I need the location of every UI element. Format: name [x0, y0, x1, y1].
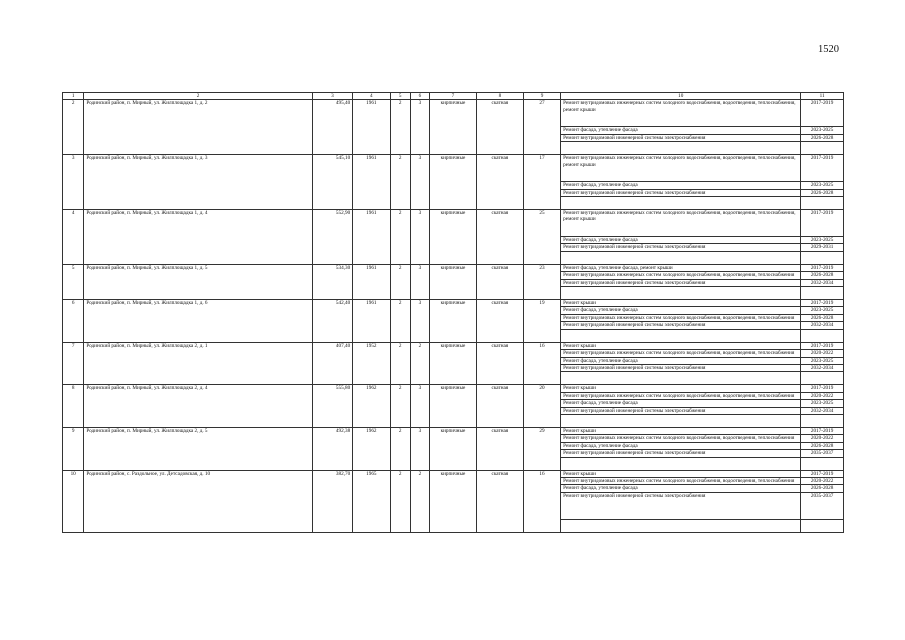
- work-period-cell: 2017-2019: [801, 427, 844, 434]
- column-number: 6: [410, 93, 429, 100]
- work-type-cell: Ремонт внутридомовой инженерной системы электроснабжения: [561, 364, 801, 371]
- work-type-cell: Ремонт внутридомовых инженерных систем холодного водоснабжения, водоотведения, теплоснабжения: [561, 477, 801, 484]
- work-period-cell: 2032-2034: [801, 322, 844, 329]
- work-type-cell: Ремонт фасада, утепление фасада: [561, 357, 801, 364]
- floors-cell: 2: [390, 100, 410, 155]
- work-period-cell: 2017-2019: [801, 342, 844, 349]
- work-type-cell: Ремонт внутридомовой инженерной системы электроснабжения: [561, 189, 801, 196]
- address-cell: Родинский район, п. Мирный, ул. Жилплощадка 1, д. 2: [84, 100, 312, 155]
- year-cell: 1961: [353, 300, 390, 343]
- work-type-cell: Ремонт крыши: [561, 427, 801, 434]
- year-cell: 1965: [353, 470, 390, 532]
- work-type-cell: Ремонт внутридомовой инженерной системы электроснабжения: [561, 134, 801, 141]
- floors-cell: 2: [390, 470, 410, 532]
- address-cell: Родинский район, п. Мирный, ул. Жилплощадка 2, д. 4: [84, 385, 312, 428]
- area-cell: 542,40: [312, 300, 353, 343]
- spacer-cell: [801, 197, 844, 210]
- spacer-cell: [801, 251, 844, 264]
- residents-cell: 29: [523, 427, 560, 470]
- spacer-cell: [801, 414, 844, 427]
- floors-cell: 2: [390, 210, 410, 265]
- spacer-cell: [561, 142, 801, 155]
- work-period-cell: 2032-2034: [801, 407, 844, 414]
- column-number: 5: [390, 93, 410, 100]
- work-period-cell: 2029-2031: [801, 244, 844, 251]
- residents-cell: 23: [523, 264, 560, 299]
- work-type-cell: Ремонт внутридомовой инженерной системы электроснабжения: [561, 279, 801, 286]
- area-cell: 495,40: [312, 100, 353, 155]
- table-row: [63, 300, 844, 307]
- spacer-cell: [801, 142, 844, 155]
- work-type-cell: Ремонт внутридомовой инженерной системы электроснабжения: [561, 322, 801, 329]
- column-number: 4: [353, 93, 390, 100]
- address-cell: Родинский район, п. Мирный, ул. Жилплощадка 1, д. 3: [84, 155, 312, 210]
- work-type-cell: Ремонт фасада, утепление фасада: [561, 182, 801, 189]
- spacer-cell: [561, 414, 801, 427]
- table-row: [63, 470, 844, 477]
- column-number: 7: [429, 93, 476, 100]
- year-cell: 1952: [353, 342, 390, 385]
- roof-type-cell: скатная: [476, 210, 523, 265]
- entrances-cell: 3: [410, 264, 429, 299]
- work-period-cell: 2026-2028: [801, 272, 844, 279]
- column-number: 8: [476, 93, 523, 100]
- wall-material-cell: кирпичные: [429, 470, 476, 532]
- work-type-cell: Ремонт внутридомовых инженерных систем холодного водоснабжения, водоотведения, теплоснабжения, ремонт крыши: [561, 155, 801, 182]
- work-period-cell: 2023-2025: [801, 237, 844, 244]
- row-number: 4: [63, 210, 84, 265]
- row-number: 10: [63, 470, 84, 532]
- year-cell: 1961: [353, 264, 390, 299]
- roof-type-cell: скатная: [476, 470, 523, 532]
- table-row: [63, 264, 844, 271]
- wall-material-cell: кирпичные: [429, 264, 476, 299]
- spacer-cell: [561, 197, 801, 210]
- spacer-cell: [561, 251, 801, 264]
- work-type-cell: Ремонт фасада, утепление фасада: [561, 127, 801, 134]
- area-cell: 555,80: [312, 385, 353, 428]
- wall-material-cell: кирпичные: [429, 427, 476, 470]
- housing-repair-table: [62, 92, 844, 533]
- entrances-cell: 3: [410, 385, 429, 428]
- work-type-cell: Ремонт крыши: [561, 470, 801, 477]
- address-cell: Родинский район, п. Мирный, ул. Жилплощадка 1, д. 6: [84, 300, 312, 343]
- work-type-cell: Ремонт внутридомовых инженерных систем холодного водоснабжения, водоотведения, теплоснабжения: [561, 314, 801, 321]
- work-type-cell: Ремонт фасада, утепление фасада: [561, 442, 801, 449]
- spacer-cell: [801, 457, 844, 470]
- work-period-cell: 2017-2019: [801, 155, 844, 182]
- floors-cell: 2: [390, 342, 410, 385]
- row-number: 9: [63, 427, 84, 470]
- wall-material-cell: кирпичные: [429, 100, 476, 155]
- spacer-cell: [561, 372, 801, 385]
- spacer-cell: [561, 287, 801, 300]
- entrances-cell: 3: [410, 210, 429, 265]
- row-number: 6: [63, 300, 84, 343]
- entrances-cell: 2: [410, 342, 429, 385]
- work-period-cell: 2032-2034: [801, 364, 844, 371]
- year-cell: 1961: [353, 100, 390, 155]
- work-type-cell: Ремонт фасада, утепление фасада: [561, 485, 801, 492]
- entrances-cell: 3: [410, 155, 429, 210]
- work-period-cell: 2035-2037: [801, 450, 844, 457]
- column-number: 10: [561, 93, 801, 100]
- entrances-cell: 3: [410, 100, 429, 155]
- spacer-cell: [801, 519, 844, 532]
- spacer-cell: [561, 457, 801, 470]
- year-cell: 1962: [353, 385, 390, 428]
- roof-type-cell: скатная: [476, 155, 523, 210]
- residents-cell: 27: [523, 100, 560, 155]
- work-type-cell: Ремонт внутридомовых инженерных систем холодного водоснабжения, водоотведения, теплоснабжения: [561, 350, 801, 357]
- roof-type-cell: скатная: [476, 342, 523, 385]
- work-period-cell: 2020-2022: [801, 477, 844, 484]
- table-row: [63, 342, 844, 349]
- spacer-cell: [801, 287, 844, 300]
- spacer-cell: [561, 519, 801, 532]
- work-period-cell: 2017-2019: [801, 385, 844, 392]
- work-type-cell: Ремонт фасада, утепление фасада: [561, 307, 801, 314]
- wall-material-cell: кирпичные: [429, 385, 476, 428]
- area-cell: 534,30: [312, 264, 353, 299]
- entrances-cell: 3: [410, 300, 429, 343]
- roof-type-cell: скатная: [476, 385, 523, 428]
- page-number: 1520: [818, 44, 839, 55]
- area-cell: 407,40: [312, 342, 353, 385]
- work-period-cell: 2017-2019: [801, 300, 844, 307]
- area-cell: 545,10: [312, 155, 353, 210]
- table-row: [63, 427, 844, 434]
- entrances-cell: 2: [410, 470, 429, 532]
- column-number: 3: [312, 93, 353, 100]
- work-type-cell: Ремонт внутридомовых инженерных систем холодного водоснабжения, водоотведения, теплоснабжения: [561, 392, 801, 399]
- work-period-cell: 2032-2034: [801, 279, 844, 286]
- work-period-cell: 2020-2022: [801, 350, 844, 357]
- work-period-cell: 2020-2022: [801, 392, 844, 399]
- work-period-cell: 2023-2025: [801, 400, 844, 407]
- area-cell: 382,70: [312, 470, 353, 532]
- work-period-cell: 2026-2028: [801, 442, 844, 449]
- table-row: [63, 155, 844, 182]
- row-number: 7: [63, 342, 84, 385]
- work-type-cell: Ремонт крыши: [561, 300, 801, 307]
- work-period-cell: 2017-2019: [801, 264, 844, 271]
- residents-cell: 20: [523, 385, 560, 428]
- work-period-cell: 2026-2028: [801, 189, 844, 196]
- table-row: [63, 210, 844, 237]
- work-type-cell: Ремонт внутридомовых инженерных систем холодного водоснабжения, водоотведения, теплоснабжения, ремонт крыши: [561, 100, 801, 127]
- spacer-cell: [561, 329, 801, 342]
- work-type-cell: Ремонт внутридомовой инженерной системы электроснабжения: [561, 407, 801, 414]
- work-type-cell: Ремонт внутридомовой инженерной системы электроснабжения: [561, 492, 801, 519]
- roof-type-cell: скатная: [476, 100, 523, 155]
- column-number: 9: [523, 93, 560, 100]
- address-cell: Родинский район, п. Мирный, ул. Жилплощадка 2, д. 5: [84, 427, 312, 470]
- roof-type-cell: скатная: [476, 264, 523, 299]
- row-number: 2: [63, 100, 84, 155]
- area-cell: 492,38: [312, 427, 353, 470]
- roof-type-cell: скатная: [476, 300, 523, 343]
- floors-cell: 2: [390, 385, 410, 428]
- work-type-cell: Ремонт фасада, утепление фасада, ремонт крыши: [561, 264, 801, 271]
- work-period-cell: 2017-2019: [801, 470, 844, 477]
- residents-cell: 19: [523, 300, 560, 343]
- address-cell: Родинский район, п. Мирный, ул. Жилплощадка 1, д. 4: [84, 210, 312, 265]
- work-type-cell: Ремонт внутридомовых инженерных систем холодного водоснабжения, водоотведения, теплоснабжения: [561, 435, 801, 442]
- entrances-cell: 3: [410, 427, 429, 470]
- wall-material-cell: кирпичные: [429, 155, 476, 210]
- row-number: 3: [63, 155, 84, 210]
- column-number: 11: [801, 93, 844, 100]
- work-period-cell: 2017-2019: [801, 210, 844, 237]
- table-row: [63, 385, 844, 392]
- residents-cell: 17: [523, 155, 560, 210]
- work-period-cell: 2023-2025: [801, 307, 844, 314]
- address-cell: Родинский район, п. Мирный, ул. Жилплощадка 2, д. 1: [84, 342, 312, 385]
- work-period-cell: 2026-2028: [801, 485, 844, 492]
- work-period-cell: 2023-2025: [801, 182, 844, 189]
- address-cell: Родинский район, п. Мирный, ул. Жилплощадка 1, д. 5: [84, 264, 312, 299]
- work-type-cell: Ремонт внутридомовых инженерных систем холодного водоснабжения, водоотведения, теплоснабжения, ремонт крыши: [561, 210, 801, 237]
- wall-material-cell: кирпичные: [429, 210, 476, 265]
- spacer-cell: [801, 372, 844, 385]
- work-type-cell: Ремонт внутридомовой инженерной системы электроснабжения: [561, 450, 801, 457]
- work-type-cell: Ремонт крыши: [561, 342, 801, 349]
- floors-cell: 2: [390, 300, 410, 343]
- residents-cell: 16: [523, 470, 560, 532]
- wall-material-cell: кирпичные: [429, 300, 476, 343]
- row-number: 5: [63, 264, 84, 299]
- spacer-cell: [801, 329, 844, 342]
- row-number: 8: [63, 385, 84, 428]
- work-type-cell: Ремонт фасада, утепление фасада: [561, 400, 801, 407]
- floors-cell: 2: [390, 264, 410, 299]
- address-cell: Родинский район, с. Раздольное, ул. Детсадовская, д. 10: [84, 470, 312, 532]
- column-number-row: [63, 93, 844, 100]
- floors-cell: 2: [390, 155, 410, 210]
- work-type-cell: Ремонт фасада, утепление фасада: [561, 237, 801, 244]
- residents-cell: 16: [523, 342, 560, 385]
- work-period-cell: 2020-2022: [801, 435, 844, 442]
- floors-cell: 2: [390, 427, 410, 470]
- year-cell: 1962: [353, 427, 390, 470]
- work-period-cell: 2026-2028: [801, 134, 844, 141]
- year-cell: 1961: [353, 210, 390, 265]
- roof-type-cell: скатная: [476, 427, 523, 470]
- column-number: 2: [84, 93, 312, 100]
- work-period-cell: 2035-2037: [801, 492, 844, 519]
- work-type-cell: Ремонт внутридомовых инженерных систем холодного водоснабжения, водоотведения, теплоснабжения: [561, 272, 801, 279]
- work-period-cell: 2023-2025: [801, 357, 844, 364]
- work-period-cell: 2017-2019: [801, 100, 844, 127]
- year-cell: 1961: [353, 155, 390, 210]
- area-cell: 552,90: [312, 210, 353, 265]
- column-number: 1: [63, 93, 84, 100]
- work-period-cell: 2026-2028: [801, 314, 844, 321]
- residents-cell: 25: [523, 210, 560, 265]
- work-type-cell: Ремонт крыши: [561, 385, 801, 392]
- work-type-cell: Ремонт внутридомовой инженерной системы электроснабжения: [561, 244, 801, 251]
- table-row: [63, 100, 844, 127]
- work-period-cell: 2023-2025: [801, 127, 844, 134]
- wall-material-cell: кирпичные: [429, 342, 476, 385]
